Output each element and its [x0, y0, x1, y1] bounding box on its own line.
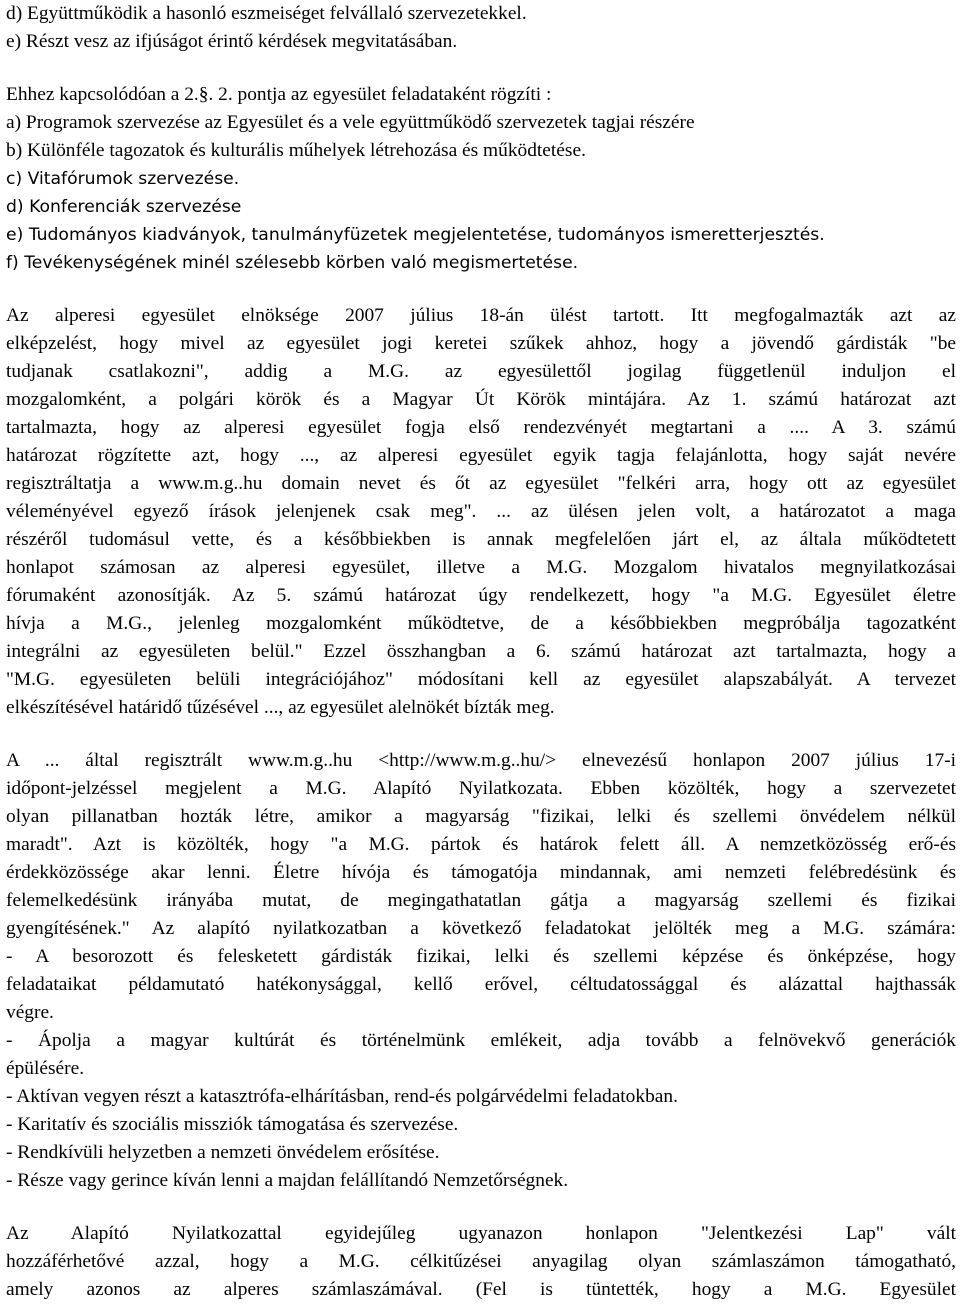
- text-line: határozat rögzítette azt, hogy ..., az alperesi egyesület egyik tagja felajánlotta, hogy saját nevére: [6, 445, 956, 466]
- text-line: végre.: [6, 1002, 54, 1023]
- text-line: - Karitatív és szociális missziók támogatása és szervezése.: [6, 1114, 459, 1135]
- text-line: b) Különféle tagozatok és kulturális műhelyek létrehozása és működtetése.: [6, 140, 586, 161]
- text-line: érdekközössége akar lenni. Életre hívója és támogatója mindannak, ami nemzeti felébredésünk és: [6, 862, 956, 883]
- text-line: hozzáférhetővé azzal, hogy a M.G. célkitűzései anyagilag olyan számlaszámon támogatható,: [6, 1251, 956, 1272]
- text-line: d) Együttműködik a hasonló eszmeiséget felvállaló szervezetekkel.: [6, 3, 527, 24]
- text-line: épülésére.: [6, 1058, 85, 1079]
- text-line: - Ápolja a magyar kultúrát és történelmünk emlékeit, adja tovább a felnövekvő generációk: [6, 1030, 956, 1051]
- text-line: - A besorozott és felesketett gárdisták fizikai, lelki és szellemi képzése és önképzése, hogy: [6, 946, 956, 967]
- text-line: e) Részt vesz az ifjúságot érintő kérdések megvitatásában.: [6, 31, 458, 52]
- text-line: tartalmazta, hogy az alperesi egyesület fogja első rendezvényét megtartani a .... A 3. számú: [6, 417, 956, 438]
- text-line: integrálni az egyesületen belül." Ezzel összhangban a 6. számú határozat azt tartalmazta, hogy a: [6, 641, 956, 662]
- text-line: feladataikat példamutató hatékonysággal, kellő erővel, céltudatossággal és alázattal hajthassák: [6, 974, 956, 995]
- text-line: d) Konferenciák szervezése: [6, 197, 242, 217]
- text-line: elképzelést, hogy mivel az egyesület jogi keretei szűkek ahhoz, hogy a jövendő gárdisták "be: [6, 333, 956, 354]
- text-line: időpont-jelzéssel megjelent a M.G. Alapító Nyilatkozata. Ebben közölték, hogy a szervezetet: [6, 778, 956, 799]
- text-line: amely azonos az alperes számlaszámával. (Fel is tüntették, hogy a M.G. Egyesület: [6, 1279, 956, 1300]
- text-line: f) Tevékenységének minél szélesebb körben való megismertetése.: [6, 253, 579, 273]
- text-line: Az Alapító Nyilatkozattal egyidejűleg ugyanazon honlapon "Jelentkezési Lap" vált: [6, 1223, 956, 1244]
- text-line: - Rendkívüli helyzetben a nemzeti önvédelem erősítése.: [6, 1142, 440, 1163]
- text-line: - Aktívan vegyen részt a katasztrófa-elhárításban, rend-és polgárvédelmi feladatokban.: [6, 1086, 678, 1107]
- text-line: e) Tudományos kiadványok, tanulmányfüzetek megjelentetése, tudományos ismeretterjesztés.: [6, 225, 825, 245]
- text-line: részéről tudomásul vette, és a későbbiekben is annak megfelelően járt el, az általa működtetett: [6, 529, 956, 550]
- text-line: Ehhez kapcsolódóan a 2.§. 2. pontja az egyesület feladataként rögzíti :: [6, 84, 552, 105]
- text-line: Az alperesi egyesület elnöksége 2007 július 18-án ülést tartott. Itt megfogalmazták azt az: [6, 305, 956, 326]
- text-line: c) Vitafórumok szervezése.: [6, 169, 240, 189]
- text-line: regisztráltatja a www.m.g..hu domain nevet és őt az egyesület "felkéri arra, hogy ott az egyesület: [6, 473, 956, 494]
- text-line: gyengítésének." Az alapító nyilatkozatban a következő feladatokat jelölték meg a M.G. számára:: [6, 918, 956, 939]
- text-line: felemelkedésünk irányába mutat, de megingathatatlan gátja a magyarság szellemi és fizikai: [6, 890, 956, 911]
- text-line: elkészítésével határidő tűzésével ..., az egyesület alelnökét bízták meg.: [6, 697, 555, 718]
- text-line: tudjanak csatlakozni", addig a M.G. az egyesülettől jogilag függetlenül induljon el: [6, 361, 956, 382]
- text-line: fórumaként azonosítják. Az 5. számú határozat úgy rendelkezett, hogy "a M.G. Egyesület életre: [6, 585, 956, 606]
- text-line: véleményével egyező írások jelenjenek csak meg". ... az ülésen jelen volt, a határozatot a maga: [6, 501, 956, 522]
- document-page: [6, 0, 956, 1304]
- text-line: - Része vagy gerince kíván lenni a majdan felállítandó Nemzetőrségnek.: [6, 1170, 569, 1191]
- text-line: mozgalomként, a polgári körök és a Magyar Út Körök mintájára. Az 1. számú határozat azt: [6, 389, 956, 410]
- text-line: honlapot számosan az alperesi egyesület, illetve a M.G. Mozgalom hivatalos megnyilatkozásai: [6, 557, 956, 578]
- text-line: "M.G. egyesületen belüli integrációjához" módosítani kell az egyesület alapszabályát. A tervezet: [6, 669, 956, 690]
- text-line: maradt". Azt is közölték, hogy "a M.G. pártok és határok felett áll. A nemzetközösség erő-és: [6, 834, 956, 855]
- text-line: a) Programok szervezése az Egyesület és a vele együttműködő szervezetek tagjai részére: [6, 112, 695, 133]
- text-line: olyan pillanatban hozták létre, amikor a magyarság "fizikai, lelki és szellemi önvédelem nélkül: [6, 806, 956, 827]
- text-line: A ... által regisztrált www.m.g..hu <http://www.m.g..hu/> elnevezésű honlapon 2007 július 17-i: [6, 750, 956, 771]
- text-line: hívja a M.G., jelenleg mozgalomként működtetve, de a későbbiekben megpróbálja tagozatként: [6, 613, 956, 634]
